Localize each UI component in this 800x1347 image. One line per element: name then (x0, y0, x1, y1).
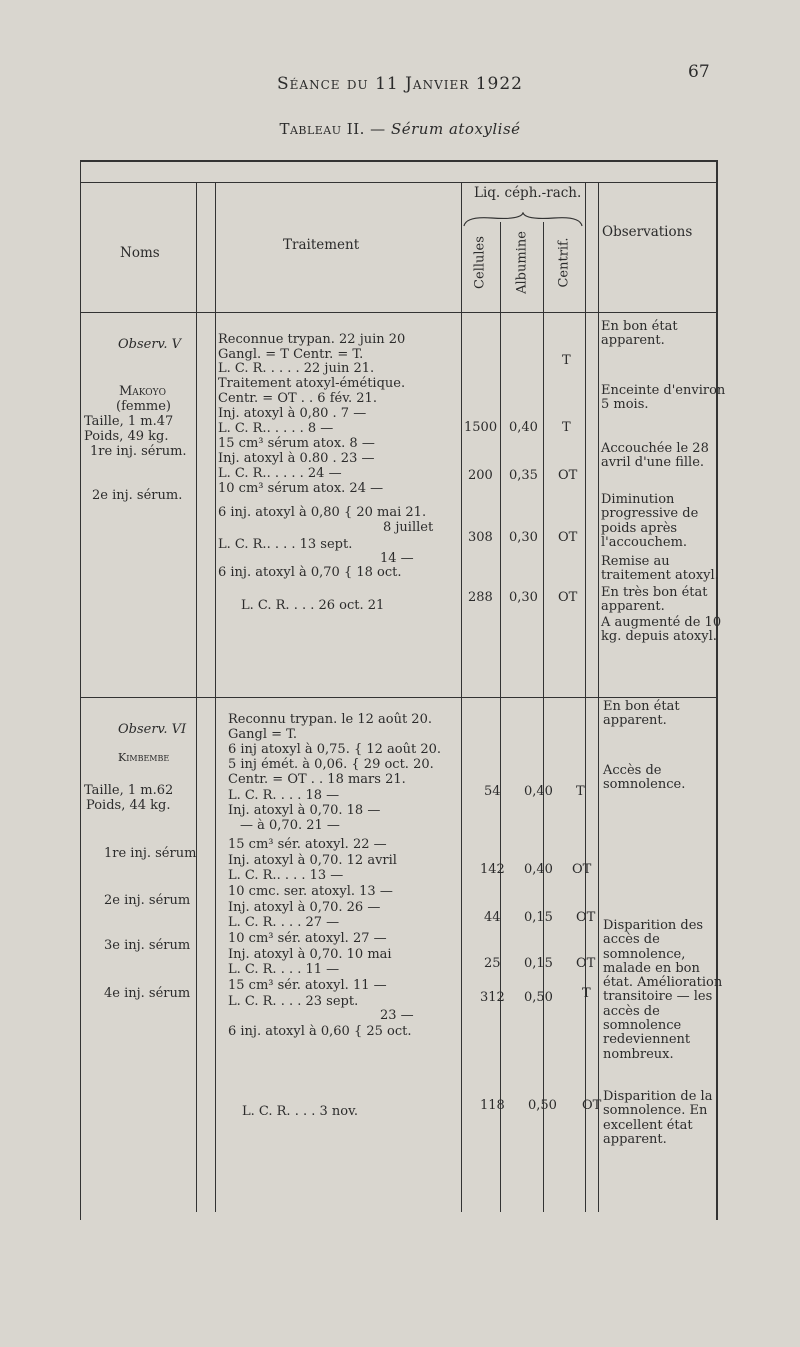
obs6-treatment-line: 15 cm³ sér. atoxyl. 11 — (228, 978, 387, 993)
obs5-inj1: 1re inj. sérum. (90, 444, 187, 459)
obs5-observation: Remise au traitement atoxyl. (601, 554, 719, 584)
obs5-treatment-line: 8 juillet (383, 520, 434, 535)
obs5-centrif: T (562, 420, 571, 435)
obs5-albumine: 0,35 (509, 468, 538, 483)
header-centrif: Centrif. (556, 237, 572, 288)
obs6-centrif: OT (582, 1098, 602, 1113)
obs6-cellules: 312 (480, 990, 505, 1005)
obs6-title: Observ. VI (118, 722, 187, 737)
obs5-observation: A augmenté de 10 kg. depuis atoxyl. (601, 615, 722, 645)
obs6-treatment-line: Inj. atoxyl à 0,70. 12 avril (228, 853, 397, 868)
obs6-centrif: T (576, 784, 585, 799)
obs5-treatment-line: Centr. = OT . . 6 fév. 21. (218, 391, 377, 406)
obs6-cellules: 118 (480, 1098, 505, 1113)
obs5-inj2: 2e inj. sérum. (92, 488, 183, 503)
obs6-treatment-line: 6 inj atoxyl à 0,75. { 12 août 20. (228, 742, 442, 757)
obs5-cellules: 308 (468, 530, 493, 545)
obs6-treatment-line: — à 0,70. 21 — (240, 818, 340, 833)
obs5-treatment-line: Inj. atoxyl à 0,80 . 7 — (218, 406, 367, 421)
obs6-centrif: T (582, 986, 591, 1001)
table-title-prefix: Tableau II. — (279, 120, 386, 138)
obs5-albumine: 0,40 (509, 420, 538, 435)
header-traitement: Traitement (283, 237, 360, 253)
obs6-cellules: 44 (484, 910, 501, 925)
rule-cellules (500, 222, 501, 1212)
obs6-observation: Accès de somnolence. (603, 763, 686, 793)
table-title-main: Sérum atoxylisé (390, 120, 521, 138)
obs6-inj2: 2e inj. sérum (104, 893, 191, 908)
obs6-albumine: 0,40 (524, 862, 553, 877)
obs5-observation: Accouchée le 28 avril d'une fille. (601, 441, 709, 471)
obs6-treatment-line: Gangl = T. (228, 727, 298, 742)
obs6-centrif: OT (572, 862, 592, 877)
obs5-albumine: 0,30 (509, 530, 538, 545)
obs6-treatment-line: Reconnu trypan. le 12 août 20. (228, 712, 432, 727)
table-title (0, 120, 800, 138)
obs5-sex: (femme) (116, 399, 171, 414)
obs5-cellules: 1500 (464, 420, 498, 435)
obs6-cellules: 142 (480, 862, 505, 877)
obs6-treatment-line: L. C. R. . . . 27 — (228, 915, 340, 930)
obs5-poids: Poids, 49 kg. (84, 429, 169, 444)
obs5-treatment-line: 6 inj. atoxyl à 0,70 { 18 oct. (218, 565, 402, 580)
obs5-treatment-line: L. C. R.. . . . 13 sept. (218, 537, 353, 552)
obs6-observation: Disparition de la somnolence. En excellent état apparent. (603, 1089, 713, 1147)
rule-obs-separator (80, 697, 716, 698)
header-noms: Noms (120, 245, 160, 261)
obs5-treatment-line: Traitement atoxyl-émétique. (218, 376, 406, 391)
obs6-albumine: 0,15 (524, 956, 553, 971)
obs6-albumine: 0,40 (524, 784, 553, 799)
obs6-cellules: 25 (484, 956, 501, 971)
obs6-inj3: 3e inj. sérum (104, 938, 191, 953)
header-observations: Observations (602, 224, 693, 240)
obs6-albumine: 0,50 (528, 1098, 557, 1113)
obs6-treatment-line: L. C. R. . . . 3 nov. (242, 1104, 359, 1119)
obs5-centrif: OT (558, 590, 578, 605)
obs5-treatment-line: L. C. R.. . . . . 8 — (218, 421, 334, 436)
obs5-treatment-line: L. C. R.. . . . . 24 — (218, 466, 342, 481)
obs6-treatment-line: 23 — (380, 1008, 414, 1023)
header-liq: Liq. céph.-rach. (474, 185, 582, 201)
obs5-name: Makoyo (119, 384, 166, 399)
obs5-treatment-line: 6 inj. atoxyl à 0,80 { 20 mai 21. (218, 505, 427, 520)
page-number: 67 (688, 62, 710, 82)
obs6-treatment-line: 10 cm³ sér. atoxyl. 27 — (228, 931, 387, 946)
obs6-treatment-line: 6 inj. atoxyl à 0,60 { 25 oct. (228, 1024, 412, 1039)
obs6-treatment-line: 5 inj émét. à 0,06. { 29 oct. 20. (228, 757, 434, 772)
obs5-treatment-line: 15 cm³ sérum atox. 8 — (218, 436, 375, 451)
obs6-centrif: OT (576, 910, 596, 925)
obs5-observation: Diminution progressive de poids après l'accouchem. (601, 492, 699, 550)
obs6-inj1: 1re inj. sérum (104, 846, 197, 861)
obs6-observation: En bon état apparent. (603, 699, 680, 729)
obs5-centrif: OT (558, 468, 578, 483)
obs5-treatment-line: Gangl. = T Centr. = T. (218, 347, 364, 362)
obs6-treatment-line: Inj. atoxyl à 0,70. 10 mai (228, 947, 392, 962)
obs5-treatment-line: 14 — (380, 551, 414, 566)
obs6-observation: Disparition des accès de somnolence, malade en bon état. Amélioration transitoire — les accès de somnolence redeviennent nombreux. (603, 918, 723, 1062)
obs6-treatment-line: Inj. atoxyl à 0,70. 26 — (228, 900, 381, 915)
obs6-centrif: OT (576, 956, 596, 971)
obs5-albumine: 0,30 (509, 590, 538, 605)
obs6-treatment-line: L. C. R. . . . 11 — (228, 962, 340, 977)
obs5-cellules: 288 (468, 590, 493, 605)
obs6-name: Kimbembe (118, 751, 170, 764)
obs6-treatment-line: L. C. R.. . . . 13 — (228, 868, 344, 883)
obs6-treatment-line: Inj. atoxyl à 0,70. 18 — (228, 803, 381, 818)
obs5-treatment-line: L. C. R. . . . . 22 juin 21. (218, 361, 375, 376)
header-cellules: Cellules (472, 236, 488, 289)
obs6-treatment-line: L. C. R. . . . 23 sept. (228, 994, 359, 1009)
obs6-treatment-line: L. C. R. . . . 18 — (228, 788, 340, 803)
obs5-taille: Taille, 1 m.47 (84, 414, 174, 429)
obs6-albumine: 0,50 (524, 990, 553, 1005)
obs5-treatment-line: Inj. atoxyl à 0.80 . 23 — (218, 451, 375, 466)
obs5-observation: Enceinte d'environ 5 mois. (601, 383, 726, 413)
obs5-title: Observ. V (118, 337, 182, 352)
running-head: Séance du 11 Janvier 1922 (277, 74, 523, 94)
obs5-centrif: OT (558, 530, 578, 545)
obs5-treatment-line: Reconnue trypan. 22 juin 20 (218, 332, 406, 347)
obs5-treatment-line: L. C. R. . . . 26 oct. 21 (241, 598, 385, 613)
rule-albumine (543, 222, 544, 1212)
obs6-treatment-line: 15 cm³ sér. atoxyl. 22 — (228, 837, 387, 852)
header-albumine: Albumine (514, 231, 530, 294)
obs5-cellules: 200 (468, 468, 493, 483)
obs6-treatment-line: Centr. = OT . . 18 mars 21. (228, 772, 406, 787)
obs5-treatment-line: 10 cm³ sérum atox. 24 — (218, 481, 384, 496)
obs5-observation: En bon état apparent. (601, 319, 678, 349)
rule-left (80, 160, 81, 1220)
obs6-inj4: 4e inj. sérum (104, 986, 191, 1001)
obs5-observation: En très bon état apparent. (601, 585, 708, 615)
rule-top-inner (80, 182, 716, 183)
obs5-centrif: T (562, 353, 571, 368)
obs6-treatment-line: 10 cmc. ser. atoxyl. 13 — (228, 884, 393, 899)
obs6-taille: Taille, 1 m.62 (84, 783, 174, 798)
rule-header-bottom (80, 312, 716, 313)
obs6-cellules: 54 (484, 784, 501, 799)
obs6-albumine: 0,15 (524, 910, 553, 925)
obs6-poids: Poids, 44 kg. (86, 798, 171, 813)
